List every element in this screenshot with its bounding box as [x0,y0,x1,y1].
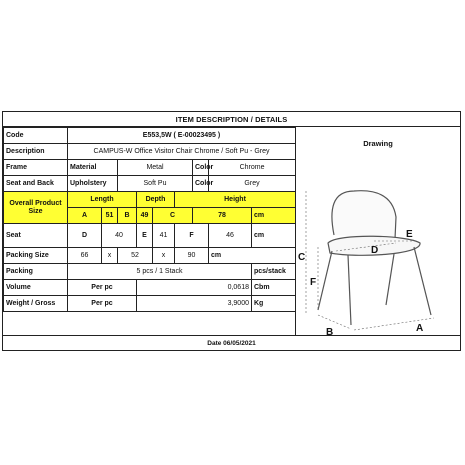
packing-value: 5 pcs / 1 Stack [68,264,252,280]
chair-leg-back-right [386,254,394,305]
dim-f-value: 46 [209,224,252,248]
volume-per: Per pc [68,280,137,296]
overall-size-header-row [4,192,296,208]
frame-color-value: Chrome [209,160,296,176]
weight-value: 3,9000 [137,296,252,312]
weight-row [4,296,296,312]
packing-x1: x [102,248,118,264]
drawing-panel [295,127,460,338]
chair-leg-back-left [348,255,351,325]
label-d: D [371,245,379,256]
dim-e-letter: E [137,224,153,248]
drawing-title: Drawing [363,139,393,148]
frame-label: Frame [4,160,68,176]
chair-leg-front-right [414,247,431,315]
packing-row [4,264,296,280]
packing-unit: pcs/stack [252,264,296,280]
volume-value: 0,0618 [137,280,252,296]
dim-b-value: 49 [137,208,153,224]
footer-date: Date 06/05/2021 [3,335,460,350]
packing-size-label: Packing Size [4,248,68,264]
seat-back-label: Seat and Back [4,176,68,192]
frame-material-value: Metal [118,160,193,176]
seat-label: Seat [4,224,68,248]
dim-d-value: 40 [102,224,137,248]
packing-x2: x [153,248,175,264]
seat-back-row [4,176,296,192]
dim-a-value: 51 [102,208,118,224]
overall-size-label: Overall Product Size [4,192,68,224]
dim-b-letter: B [118,208,137,224]
spec-table [3,127,296,312]
code-value: E553,5W ( E-00023495 ) [68,128,296,144]
weight-unit: Kg [252,296,296,312]
packing-width: 52 [118,248,153,264]
sheet-title: ITEM DESCRIPTION / DETAILS [3,112,460,127]
packing-size-unit: cm [209,248,296,264]
weight-per: Per pc [68,296,137,312]
height-header: Height [175,192,296,208]
seat-color-value: Grey [209,176,296,192]
packing-size-row [4,248,296,264]
description-value: CAMPUS-W Office Visitor Chair Chrome / Soft Pu - Grey [68,144,296,160]
item-details-sheet [2,111,461,351]
seat-color-label: Color [193,176,209,192]
dim-f-letter: F [175,224,209,248]
dim-d-letter: D [68,224,102,248]
dim-c-value: 78 [193,208,252,224]
dim-c-letter: C [153,208,193,224]
volume-unit: Cbm [252,280,296,296]
frame-row [4,160,296,176]
code-label: Code [4,128,68,144]
label-e: E [406,229,413,240]
seat-row [4,224,296,248]
label-f: F [310,277,317,288]
label-b: B [326,327,334,338]
weight-label: Weight / Gross [4,296,68,312]
code-row [4,128,296,144]
chair-leg-front-left [318,251,332,310]
label-c: C [298,252,306,263]
upholstery-value: Soft Pu [118,176,193,192]
volume-row [4,280,296,296]
dim-line-depth [318,315,351,329]
chair-drawing [296,155,461,338]
description-row [4,144,296,160]
length-header: Length [68,192,137,208]
frame-color-label: Color [193,160,209,176]
label-a: A [416,323,424,334]
depth-header: Depth [137,192,175,208]
upholstery-label: Upholstery [68,176,118,192]
seat-unit: cm [252,224,296,248]
dim-e-value: 41 [153,224,175,248]
overall-unit: cm [252,208,296,224]
frame-material-label: Material [68,160,118,176]
volume-label: Volume [4,280,68,296]
packing-height: 90 [175,248,209,264]
packing-length: 66 [68,248,102,264]
packing-label: Packing [4,264,68,280]
description-label: Description [4,144,68,160]
dim-a-letter: A [68,208,102,224]
chair-backrest [332,191,396,239]
